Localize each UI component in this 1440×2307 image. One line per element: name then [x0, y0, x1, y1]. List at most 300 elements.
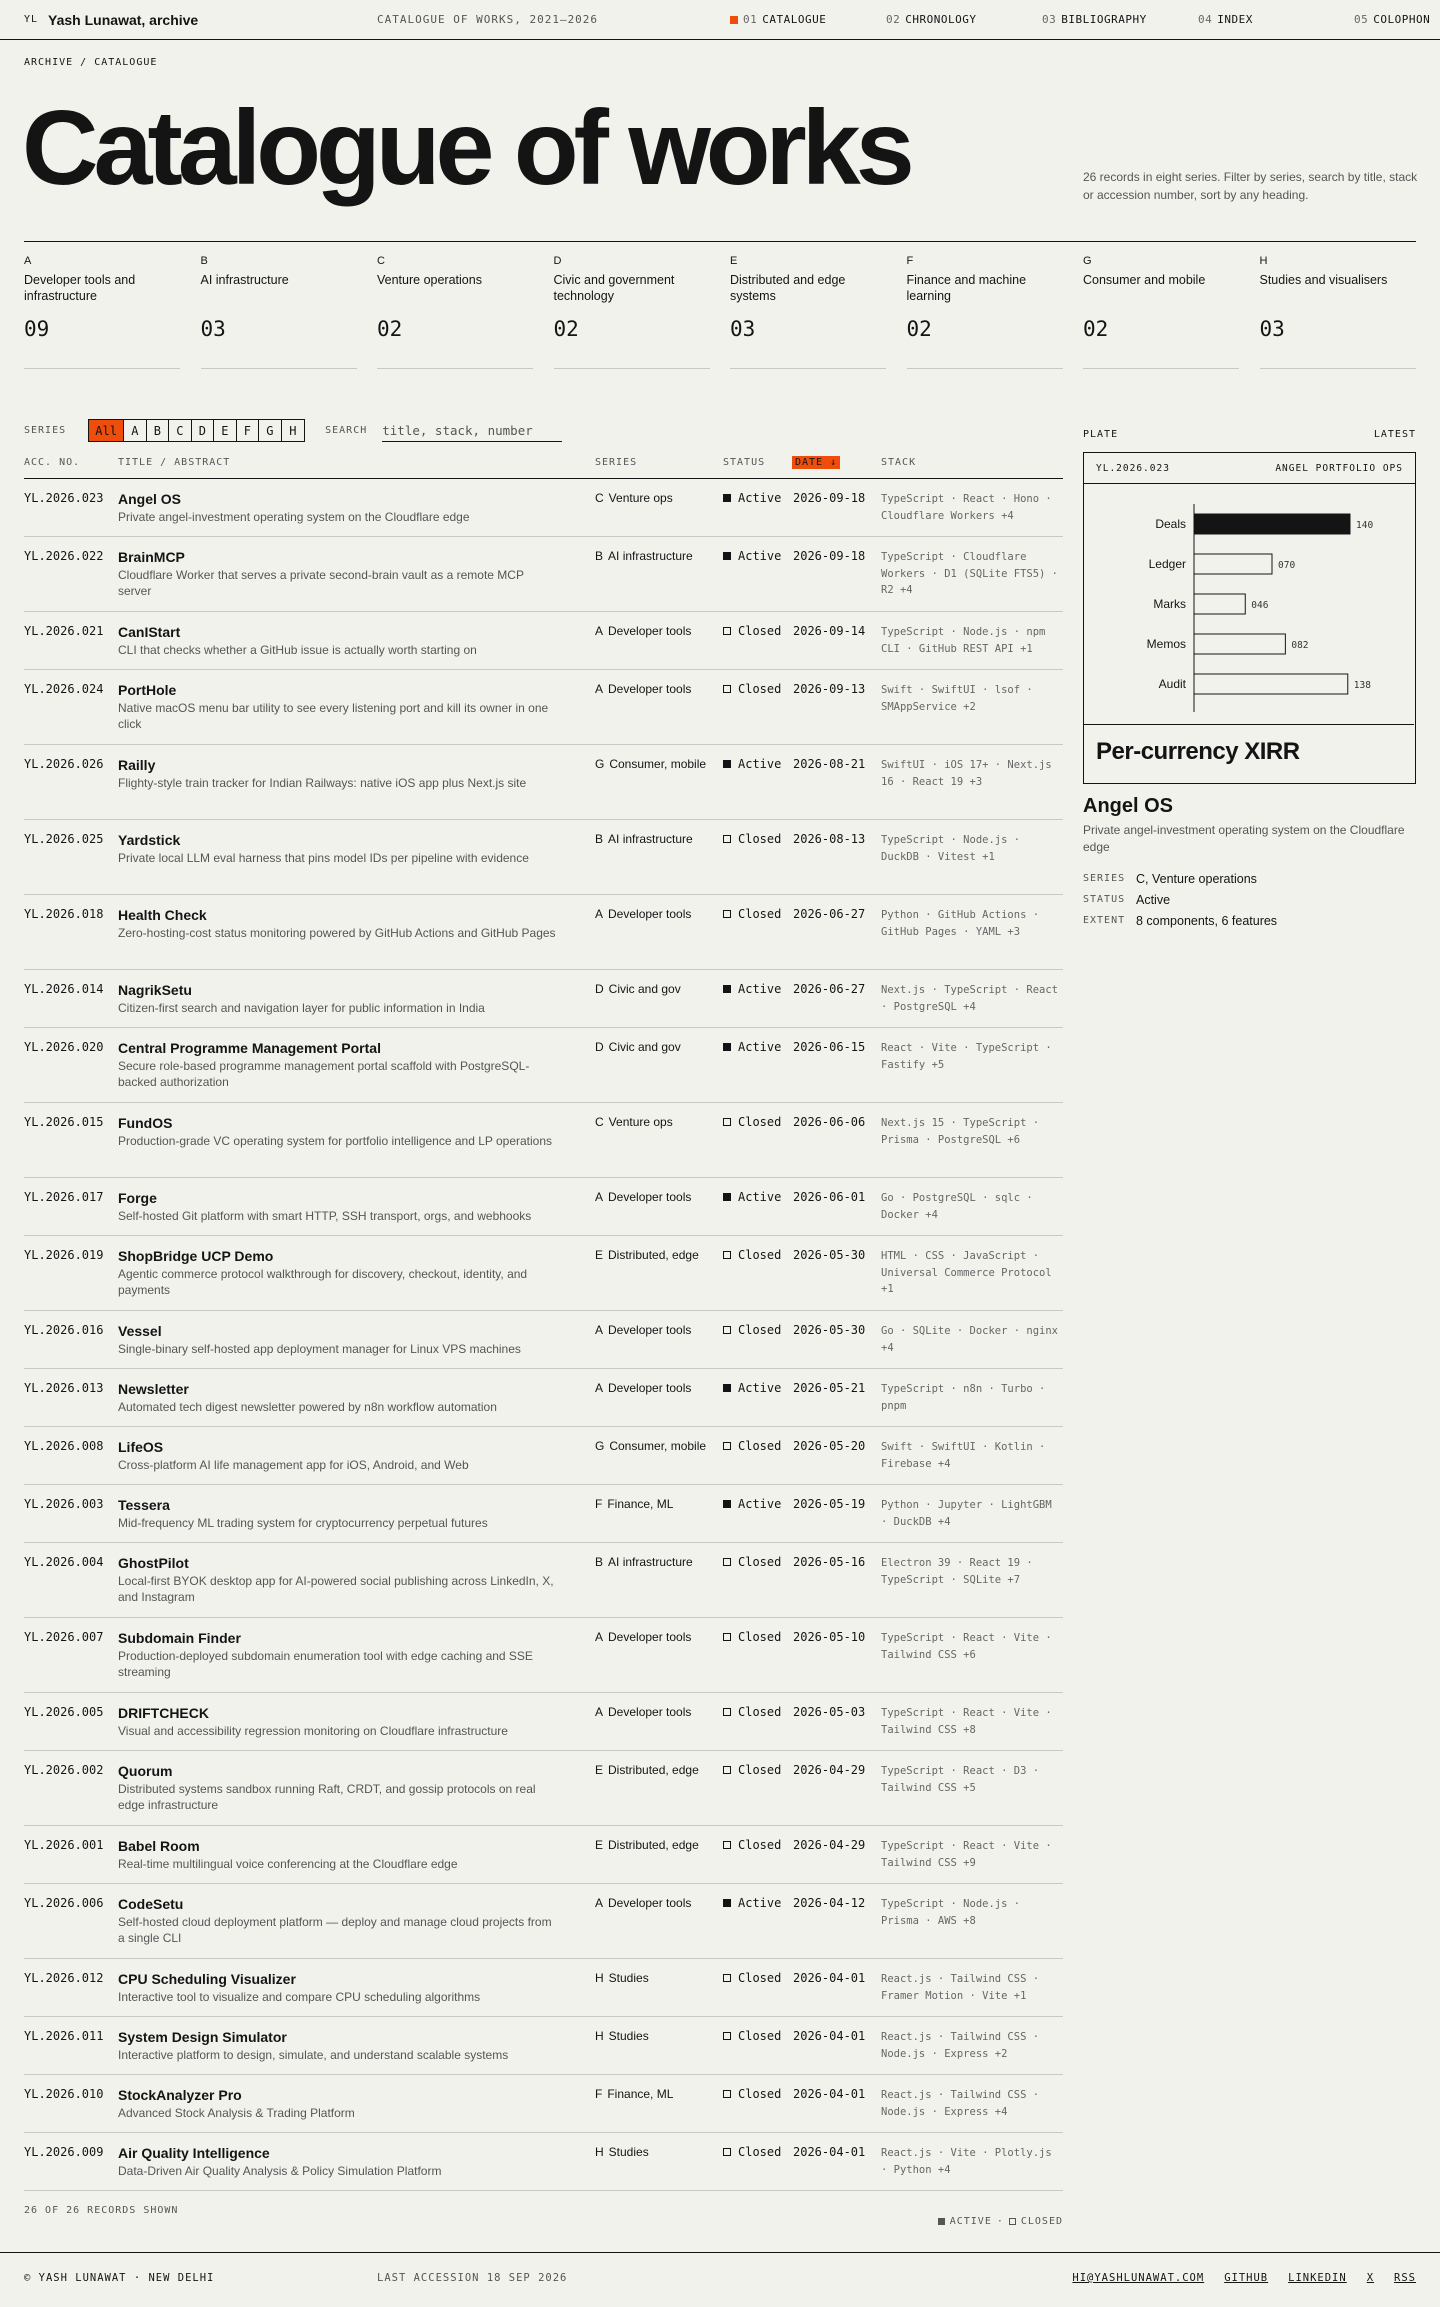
table-row[interactable] [24, 537, 1063, 612]
row-stack: Swift · SwiftUI · Kotlin · Firebase +4 [881, 1441, 1046, 1470]
row-series [595, 1190, 691, 1204]
row-date: 2026-04-29 [793, 1838, 866, 1852]
row-stack: TypeScript · React · D3 · Tailwind CSS +5 [881, 1765, 1040, 1794]
footer-link-x[interactable]: X [1366, 2272, 1375, 2284]
row-series-letter: A [595, 1896, 604, 1910]
table-row[interactable] [24, 2017, 1063, 2075]
filled-square-icon [723, 985, 731, 993]
status-legend [938, 2216, 1063, 2227]
nav-number: 03 [1042, 13, 1057, 26]
row-title-cell [118, 1838, 558, 1872]
series-b[interactable] [201, 242, 378, 369]
row-series-name: Consumer, mobile [609, 1439, 707, 1453]
table-row[interactable] [24, 1693, 1063, 1751]
row-status-label: Closed [738, 1705, 782, 1719]
row-status [723, 1248, 781, 1262]
row-acc-no: YL.2026.022 [24, 549, 104, 563]
row-series-name: Developer tools [608, 1323, 692, 1337]
row-status-label: Active [738, 1040, 782, 1054]
row-abstract: Data-Driven Air Quality Analysis & Policy Simulation Platform [118, 2164, 442, 2178]
row-status-label: Active [738, 982, 782, 996]
row-title[interactable]: CodeSetu [118, 1896, 184, 1912]
row-series-name: Studies [608, 2029, 649, 2043]
series-name: Distributed and edge systems [730, 273, 846, 303]
row-title-cell [118, 1705, 558, 1739]
chart-value-label: 070 [1278, 560, 1296, 571]
row-title[interactable]: PortHole [118, 682, 177, 698]
row-status-label: Closed [738, 682, 782, 696]
row-title[interactable]: Yardstick [118, 832, 181, 848]
table-row[interactable] [24, 1618, 1063, 1693]
chart-value-label: 138 [1353, 680, 1371, 691]
row-status [723, 1497, 781, 1511]
row-title[interactable]: Air Quality Intelligence [118, 2145, 270, 2161]
row-title[interactable]: Health Check [118, 907, 207, 923]
filled-square-icon [723, 760, 731, 768]
empty-square-icon [723, 2090, 731, 2098]
plate-acc: YL.2026.023 [1096, 462, 1170, 474]
row-abstract: Automated tech digest newsletter powered by n8n workflow automation [118, 1400, 497, 1414]
series-count: 03 [1259, 317, 1285, 341]
row-series [595, 549, 693, 563]
table-header [24, 456, 1063, 479]
row-date: 2026-09-18 [793, 491, 866, 505]
filter-chip-g[interactable]: G [259, 420, 282, 441]
row-series [595, 757, 706, 771]
series-letter: D [553, 255, 562, 267]
row-series-letter: C [595, 1115, 604, 1129]
empty-square-icon [723, 627, 731, 635]
row-date: 2026-06-15 [793, 1040, 866, 1054]
series-d[interactable] [554, 242, 731, 369]
row-stack: Go · PostgreSQL · sqlc · Docker +4 [881, 1192, 1033, 1221]
nav-label: CHRONOLOGY [905, 13, 977, 26]
row-title[interactable]: StockAnalyzer Pro [118, 2087, 242, 2103]
footer-link-linkedin[interactable]: LINKEDIN [1288, 2272, 1347, 2284]
table-row[interactable] [24, 1884, 1063, 1959]
chart-bar-ledger [1194, 554, 1272, 574]
row-series-name: Consumer, mobile [609, 757, 707, 771]
empty-square-icon [723, 685, 731, 693]
series-filter-label: SERIES [24, 425, 67, 436]
row-title-cell [118, 1040, 558, 1090]
empty-square-icon [723, 1708, 731, 1716]
empty-square-icon [723, 1766, 731, 1774]
row-title-cell [118, 491, 558, 525]
row-series [595, 1381, 691, 1395]
header-date-sorted[interactable]: DATE ↓ [792, 456, 840, 469]
row-title[interactable]: Quorum [118, 1763, 173, 1779]
row-date: 2026-09-18 [793, 549, 866, 563]
series-c[interactable] [377, 242, 554, 369]
row-stack: TypeScript · React · Vite · Tailwind CSS +8 [881, 1707, 1052, 1736]
row-title[interactable]: Vessel [118, 1323, 162, 1339]
table-row[interactable] [24, 895, 1063, 970]
footer-link-github[interactable]: GITHUB [1224, 2272, 1269, 2284]
row-acc-no: YL.2026.011 [24, 2029, 104, 2043]
row-date: 2026-05-03 [793, 1705, 866, 1719]
row-series [595, 1630, 691, 1644]
row-abstract: Zero-hosting-cost status monitoring powered by GitHub Actions and GitHub Pages [118, 926, 556, 940]
row-status [723, 1190, 781, 1204]
row-date: 2026-05-21 [793, 1381, 866, 1395]
row-status-label: Active [738, 1381, 782, 1395]
row-acc-no: YL.2026.023 [24, 491, 104, 505]
row-series-name: Developer tools [608, 907, 692, 921]
row-status-label: Closed [738, 2145, 782, 2159]
row-title[interactable]: DRIFTCHECK [118, 1705, 209, 1721]
filled-square-icon [723, 552, 731, 560]
filter-chip-c[interactable]: C [169, 420, 192, 441]
row-title[interactable]: ShopBridge UCP Demo [118, 1248, 274, 1264]
series-letter: G [1083, 255, 1092, 267]
row-abstract: Production-deployed subdomain enumeration tool with edge caching and SSE streaming [118, 1649, 533, 1679]
series-f[interactable] [907, 242, 1084, 369]
series-summary [24, 241, 1416, 369]
row-series-letter: A [595, 1381, 604, 1395]
table-row[interactable] [24, 1369, 1063, 1427]
table-row[interactable] [24, 1751, 1063, 1826]
table-row[interactable] [24, 1178, 1063, 1236]
row-abstract: Single-binary self-hosted app deployment manager for Linux VPS machines [118, 1342, 521, 1356]
nav-number: 02 [886, 13, 901, 26]
row-series [595, 2087, 673, 2101]
table-row[interactable] [24, 612, 1063, 670]
series-h[interactable] [1260, 242, 1416, 369]
row-series-name: Finance, ML [607, 2087, 674, 2101]
filled-square-icon [723, 1500, 731, 1508]
row-series-name: Venture ops [608, 491, 673, 505]
row-title[interactable]: Angel OS [118, 491, 182, 507]
row-title[interactable]: Central Programme Management Portal [118, 1040, 381, 1056]
filter-chip-a[interactable]: A [124, 420, 147, 441]
series-g[interactable] [1083, 242, 1260, 369]
row-series-name: AI infrastructure [608, 1555, 693, 1569]
active-square-icon [938, 2218, 945, 2225]
header-stack[interactable]: STACK [881, 457, 917, 468]
row-acc-no: YL.2026.013 [24, 1381, 104, 1395]
filled-square-icon [723, 1384, 731, 1392]
row-stack: React · Vite · TypeScript · Fastify +5 [881, 1042, 1052, 1071]
detail-abstract: Private angel-investment operating system on the Cloudflare edge [1083, 823, 1405, 854]
top-navigation [0, 0, 1440, 40]
series-count: 09 [24, 317, 50, 341]
row-date: 2026-04-01 [793, 2145, 866, 2159]
empty-square-icon [723, 1633, 731, 1641]
nav-index[interactable] [1198, 13, 1354, 26]
chart-value-label: 140 [1356, 520, 1374, 531]
series-card [201, 255, 357, 369]
row-acc-no: YL.2026.002 [24, 1763, 104, 1777]
row-stack: HTML · CSS · JavaScript · Universal Commerce Protocol +1 [881, 1250, 1052, 1295]
footer-link-rss[interactable]: RSS [1394, 2272, 1416, 2284]
series-name: Venture operations [377, 273, 482, 287]
header-title[interactable]: TITLE / ABSTRACT [118, 457, 231, 468]
nav-catalogue[interactable] [730, 13, 886, 26]
row-series-letter: A [595, 1705, 604, 1719]
row-title[interactable]: Newsletter [118, 1381, 189, 1397]
row-series [595, 491, 673, 505]
brand-name: Yash Lunawat, archive [48, 11, 199, 28]
table-row[interactable] [24, 1959, 1063, 2017]
filter-chip-d[interactable]: D [192, 420, 215, 441]
row-status-label: Closed [738, 1838, 782, 1852]
row-title[interactable]: GhostPilot [118, 1555, 189, 1571]
table-row[interactable] [24, 479, 1063, 537]
row-series-name: Distributed, edge [608, 1838, 699, 1852]
row-status-label: Active [738, 491, 782, 505]
nav-number: 05 [1354, 13, 1369, 26]
legend-closed: CLOSED [1020, 2216, 1063, 2227]
row-title-cell [118, 982, 558, 1016]
empty-square-icon [723, 1251, 731, 1259]
row-stack: Next.js 15 · TypeScript · Prisma · PostgreSQL +6 [881, 1117, 1040, 1146]
row-status [723, 2029, 781, 2043]
table-row[interactable] [24, 1485, 1063, 1543]
nav-label: INDEX [1217, 13, 1253, 26]
table-row[interactable] [24, 1311, 1063, 1369]
table-row[interactable] [24, 1427, 1063, 1485]
row-title[interactable]: Railly [118, 757, 156, 773]
table-row[interactable] [24, 2133, 1063, 2191]
row-series-letter: A [595, 624, 604, 638]
row-title-cell [118, 832, 558, 866]
row-series-name: Civic and gov [608, 1040, 681, 1054]
row-date: 2026-08-21 [793, 757, 866, 771]
row-series-letter: E [595, 1838, 604, 1852]
row-status-label: Active [738, 1190, 782, 1204]
row-status [723, 2087, 781, 2101]
row-status [723, 1630, 781, 1644]
series-count: 02 [553, 317, 579, 341]
row-date: 2026-06-27 [793, 982, 866, 996]
row-status [723, 1381, 781, 1395]
filter-chip-e[interactable]: E [214, 420, 237, 441]
row-series-name: Studies [608, 1971, 649, 1985]
row-series [595, 1497, 673, 1511]
filter-chip-f[interactable]: F [237, 420, 260, 441]
chart-value-label: 082 [1291, 640, 1309, 651]
table-row[interactable] [24, 2075, 1063, 2133]
row-acc-no: YL.2026.006 [24, 1896, 104, 1910]
page-description: 26 records in eight series. Filter by series, search by title, stack or accession number, sort by any heading. [1083, 170, 1418, 202]
row-date: 2026-05-16 [793, 1555, 866, 1569]
row-title-cell [118, 1971, 558, 2005]
search-input[interactable] [382, 420, 562, 442]
row-acc-no: YL.2026.010 [24, 2087, 104, 2101]
row-title-cell [118, 2145, 558, 2179]
series-count: 02 [1083, 317, 1109, 341]
row-series [595, 624, 691, 638]
row-stack: TypeScript · Node.js · DuckDB · Vitest +1 [881, 834, 1021, 863]
footer-links [1072, 2272, 1416, 2284]
chart-bar-audit [1194, 674, 1348, 694]
table-row[interactable] [24, 1103, 1063, 1178]
meta-value: Active [1136, 892, 1171, 907]
detail-title: Angel OS [1083, 795, 1174, 817]
filled-square-icon [723, 494, 731, 502]
series-name: Civic and government technology [553, 273, 675, 303]
row-series-letter: A [595, 1190, 604, 1204]
row-title-cell [118, 1248, 558, 1298]
row-abstract: Private angel-investment operating system on the Cloudflare edge [118, 510, 470, 524]
row-title[interactable]: LifeOS [118, 1439, 164, 1455]
row-title-cell [118, 1381, 558, 1415]
search-label: SEARCH [325, 425, 368, 436]
nav-colophon[interactable] [1354, 13, 1430, 26]
row-stack: Swift · SwiftUI · lsof · SMAppService +2 [881, 684, 1033, 713]
table-row[interactable] [24, 1236, 1063, 1311]
row-series [595, 1248, 699, 1262]
series-card [377, 255, 533, 369]
row-date: 2026-05-30 [793, 1248, 866, 1262]
nav-chronology[interactable] [886, 13, 1042, 26]
breadcrumb: ARCHIVE / CATALOGUE [24, 57, 158, 68]
table-row[interactable] [24, 670, 1063, 745]
row-status [723, 1040, 781, 1054]
nav-bibliography[interactable] [1042, 13, 1198, 26]
row-acc-no: YL.2026.005 [24, 1705, 104, 1719]
row-stack: SwiftUI · iOS 17+ · Next.js 16 · React 19 +3 [881, 759, 1052, 788]
row-abstract: Private local LLM eval harness that pins model IDs per pipeline with evidence [118, 851, 529, 865]
row-stack: React.js · Vite · Plotly.js · Python +4 [881, 2147, 1052, 2176]
footer [0, 2252, 1440, 2307]
header-acc-no[interactable]: ACC. NO. [24, 457, 81, 468]
meta-row-status [1083, 889, 1277, 910]
row-status [723, 491, 781, 505]
row-stack: TypeScript · n8n · Turbo · pnpm [881, 1383, 1046, 1412]
brand[interactable] [24, 12, 198, 28]
meta-value: C, Venture operations [1136, 871, 1257, 886]
filter-chip-all[interactable]: All [89, 420, 124, 441]
row-series [595, 907, 691, 921]
row-series-name: AI infrastructure [608, 549, 693, 563]
row-title-cell [118, 2087, 558, 2121]
row-series-letter: G [595, 757, 605, 771]
row-title[interactable]: Babel Room [118, 1838, 200, 1854]
row-series-name: Developer tools [608, 682, 692, 696]
row-series [595, 1323, 691, 1337]
row-series-letter: A [595, 907, 604, 921]
series-name: Consumer and mobile [1083, 273, 1206, 287]
row-status-label: Closed [738, 1763, 782, 1777]
row-series-letter: D [595, 1040, 604, 1054]
empty-square-icon [723, 1558, 731, 1566]
filter-chip-b[interactable]: B [147, 420, 170, 441]
row-abstract: Cloudflare Worker that serves a private second-brain vault as a remote MCP server [118, 568, 524, 598]
row-title[interactable]: FundOS [118, 1115, 173, 1131]
row-acc-no: YL.2026.004 [24, 1555, 104, 1569]
catalogue-table [24, 456, 1063, 2227]
row-series [595, 832, 693, 846]
row-title-cell [118, 682, 558, 732]
row-status [723, 907, 781, 921]
row-date: 2026-04-01 [793, 1971, 866, 1985]
plate-card[interactable] [1083, 452, 1416, 784]
filter-chip-h[interactable]: H [289, 423, 297, 438]
row-title-cell [118, 1115, 558, 1149]
nav-label: BIBLIOGRAPHY [1061, 13, 1147, 26]
row-title[interactable]: System Design Simulator [118, 2029, 287, 2045]
row-series-name: AI infrastructure [608, 832, 693, 846]
table-row[interactable] [24, 745, 1063, 820]
row-title-cell [118, 2029, 558, 2063]
series-card [24, 255, 180, 369]
table-row[interactable] [24, 970, 1063, 1028]
row-stack: TypeScript · React · Vite · Tailwind CSS +9 [881, 1840, 1052, 1869]
row-status-label: Closed [738, 907, 782, 921]
row-status-label: Closed [738, 624, 782, 638]
row-status [723, 757, 781, 771]
row-title-cell [118, 1497, 558, 1531]
series-e[interactable] [730, 242, 907, 369]
row-title-cell [118, 1439, 558, 1473]
row-series-letter: B [595, 832, 604, 846]
series-name: Finance and machine learning [906, 273, 1027, 303]
table-row[interactable] [24, 1826, 1063, 1884]
empty-square-icon [723, 835, 731, 843]
footer-link-hiyashlunawatcom[interactable]: HI@YASHLUNAWAT.COM [1072, 2272, 1205, 2284]
row-title[interactable]: Tessera [118, 1497, 170, 1513]
chart-bar-memos [1194, 634, 1285, 654]
chart-category-label: Audit [1158, 677, 1186, 691]
row-series-letter: D [595, 982, 604, 996]
row-date: 2026-04-01 [793, 2087, 866, 2101]
series-card [730, 255, 886, 369]
footer-accession: LAST ACCESSION 18 SEP 2026 [377, 2272, 568, 2284]
chart-category-label: Deals [1155, 517, 1186, 531]
plate-header [1083, 429, 1416, 440]
chart-category-label: Memos [1146, 637, 1186, 651]
row-abstract: Local-first BYOK desktop app for AI-powered social publishing across LinkedIn, X, and Instagram [118, 1574, 554, 1604]
row-status-label: Closed [738, 1439, 782, 1453]
series-name: Studies and visualisers [1259, 273, 1388, 287]
row-title[interactable]: CPU Scheduling Visualizer [118, 1971, 296, 1987]
table-row[interactable] [24, 1543, 1063, 1618]
table-row[interactable] [24, 820, 1063, 895]
row-title[interactable]: Subdomain Finder [118, 1630, 241, 1646]
row-date: 2026-05-10 [793, 1630, 866, 1644]
row-status [723, 1705, 781, 1719]
row-status [723, 1763, 781, 1777]
row-title[interactable]: NagrikSetu [118, 982, 192, 998]
nav-label: COLOPHON [1373, 13, 1431, 26]
row-abstract: Production-grade VC operating system for portfolio intelligence and LP operations [118, 1134, 553, 1148]
meta-key: EXTENT [1083, 915, 1126, 926]
row-status [723, 2145, 781, 2159]
row-status-label: Closed [738, 1555, 782, 1569]
row-title-cell [118, 907, 558, 941]
nav-number: 04 [1198, 13, 1213, 26]
row-title[interactable]: BrainMCP [118, 549, 185, 565]
row-acc-no: YL.2026.026 [24, 757, 104, 771]
row-series [595, 1555, 693, 1569]
top-subtitle: CATALOGUE OF WORKS, 2021–2026 [377, 13, 599, 26]
series-a[interactable] [24, 242, 201, 369]
row-series [595, 1115, 673, 1129]
row-title[interactable]: CanIStart [118, 624, 181, 640]
plate-caption: Per-currency XIRR [1096, 738, 1300, 765]
row-status [723, 1439, 781, 1453]
series-count: 02 [377, 317, 403, 341]
row-title[interactable]: Forge [118, 1190, 157, 1206]
nav-label: CATALOGUE [762, 13, 827, 26]
row-stack: React.js · Tailwind CSS · Node.js · Express +4 [881, 2089, 1040, 2118]
header-series[interactable]: SERIES [595, 457, 638, 468]
row-acc-no: YL.2026.015 [24, 1115, 104, 1129]
header-status[interactable]: STATUS [723, 457, 766, 468]
table-row[interactable] [24, 1028, 1063, 1103]
